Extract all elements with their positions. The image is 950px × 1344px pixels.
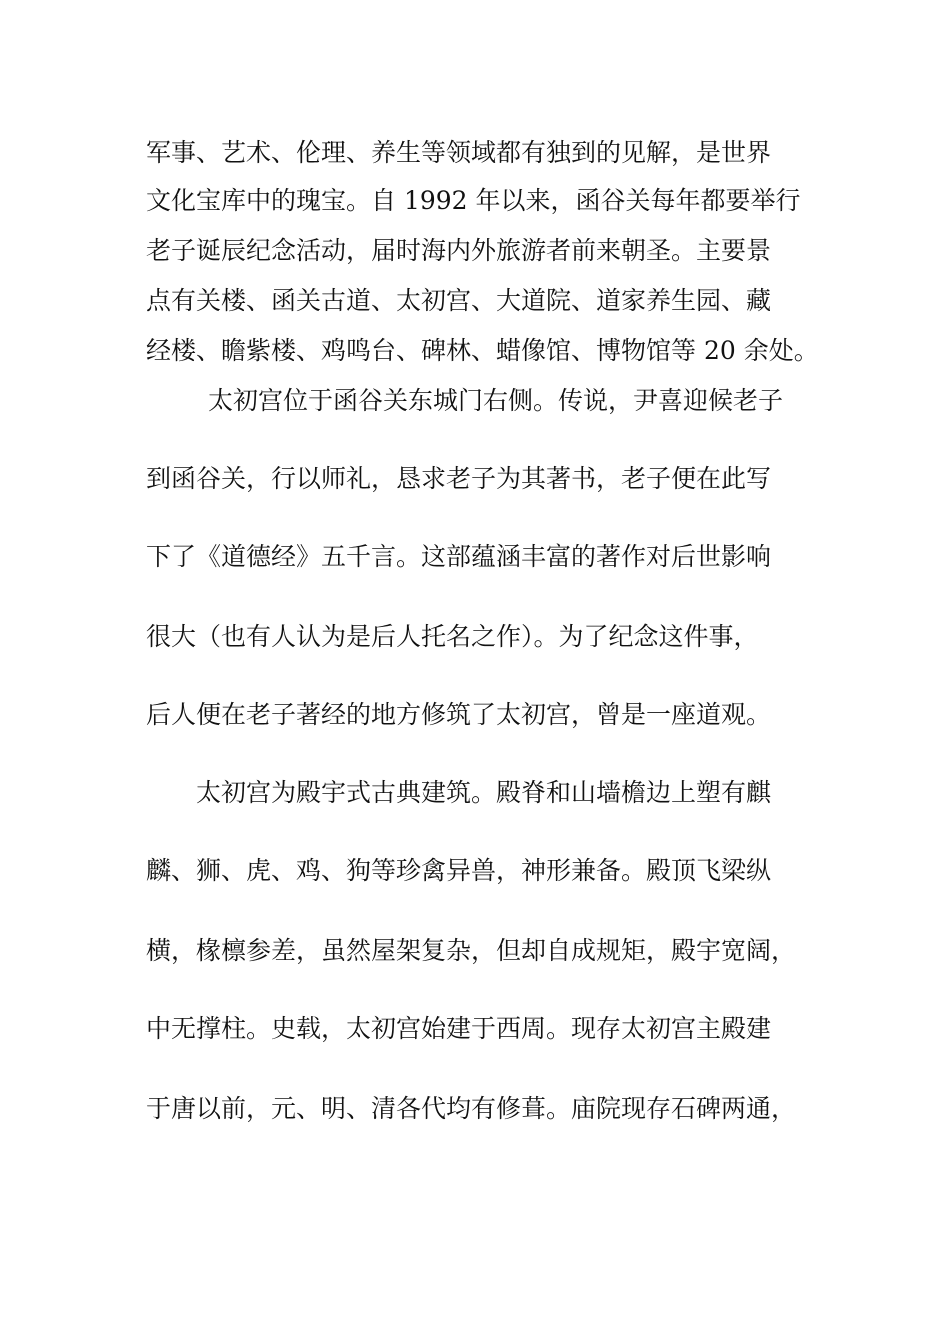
paragraph-3-line-5: 于唐以前，元、明、清各代均有修葺。庙院现存石碑两通， [146, 1094, 797, 1123]
paragraph-2-line-1: 太初宫位于函谷关东城门右侧。传说，尹喜迎候老子 [208, 386, 784, 415]
paragraph-2-line-2: 到函谷关，行以师礼，恳求老子为其著书，老子便在此写 [146, 464, 772, 493]
paragraph-1-line-4: 点有关楼、函关古道、太初宫、大道院、道家养生园、藏 [146, 286, 772, 315]
paragraph-3-line-4: 中无撑柱。史载，太初宫始建于西周。现存太初宫主殿建 [146, 1014, 772, 1043]
paragraph-2-line-4: 很大（也有人认为是后人托名之作）。为了纪念这件事， [146, 622, 759, 651]
paragraph-1-line-1: 军事、艺术、伦理、养生等领域都有独到的见解，是世界 [146, 138, 772, 167]
paragraph-1-line-3: 老子诞辰纪念活动，届时海内外旅游者前来朝圣。主要景 [146, 236, 772, 265]
paragraph-1-line-5: 经楼、瞻紫楼、鸡鸣台、碑林、蜡像馆、博物馆等 20 余处。 [146, 336, 819, 365]
paragraph-3-line-1: 太初宫为殿宇式古典建筑。殿脊和山墙檐边上塑有麒 [196, 778, 772, 807]
paragraph-2-line-5: 后人便在老子著经的地方修筑了太初宫，曾是一座道观。 [146, 700, 772, 729]
paragraph-3-line-3: 横，椽檩参差，虽然屋架复杂，但却自成规矩，殿宇宽阔， [146, 936, 797, 965]
paragraph-2-line-3: 下了《道德经》五千言。这部蕴涵丰富的著作对后世影响 [146, 542, 772, 571]
paragraph-3-line-2: 麟、狮、虎、鸡、狗等珍禽异兽，神形兼备。殿顶飞梁纵 [146, 856, 772, 885]
paragraph-1-line-2: 文化宝库中的瑰宝。自 1992 年以来，函谷关每年都要举行 [146, 186, 801, 215]
